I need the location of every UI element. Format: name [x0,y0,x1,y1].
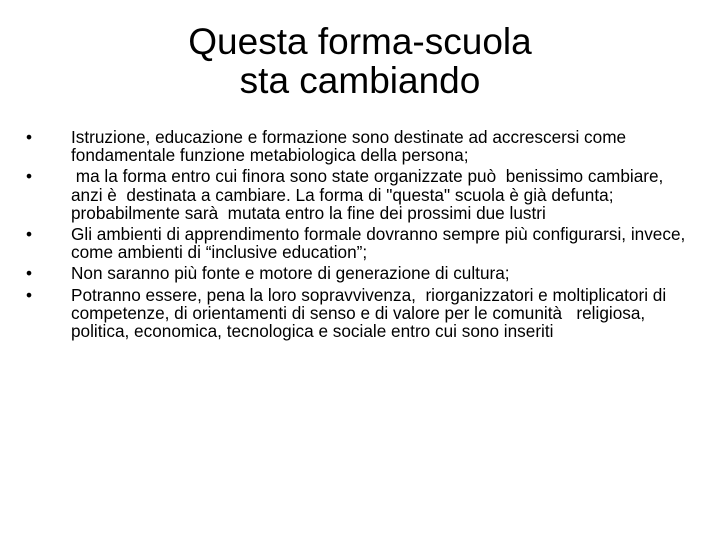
bullet-icon: • [26,284,33,305]
bullet-item [24,167,686,222]
bullet-icon: • [26,263,33,284]
bullet-icon: • [26,224,33,245]
bullet-icon: • [26,127,33,147]
bullet-text: Istruzione, educazione e formazione sono destinate ad accrescersi come fondamentale funzione metabiologica della persona; [71,127,627,166]
slide-title-line-2: sta cambiando [239,60,481,101]
bullet-list [24,128,686,343]
bullet-text: Non saranno più fonte e motore di generazione di cultura; [71,263,510,284]
bullet-item [24,286,686,341]
bullet-icon: • [26,166,33,187]
slide-title [0,22,720,100]
bullet-item [24,128,686,164]
bullet-text: ma la forma entro cui finora sono state organizzate può benissimo cambiare, anzi è destinata a cambiare. La forma di "questa" scuola è già defunta; probabilmente sarà mutata entro la fine dei prossimi due lustri [71,166,669,223]
bullet-text: Gli ambienti di apprendimento formale dovranno sempre più configurarsi, invece, come ambienti di “inclusive education”; [71,224,686,263]
slide-title-line-1: Questa forma-scuola [188,21,532,62]
bullet-text: Potranno essere, pena la loro sopravvivenza, riorganizzatori e moltiplicatori di competenze, di orientamenti di senso e di valore per le comunità religiosa, politica, economica, tecnologica e sociale entro cui sono inseriti [71,284,671,342]
bullet-item [24,225,686,261]
bullet-item [24,264,686,282]
